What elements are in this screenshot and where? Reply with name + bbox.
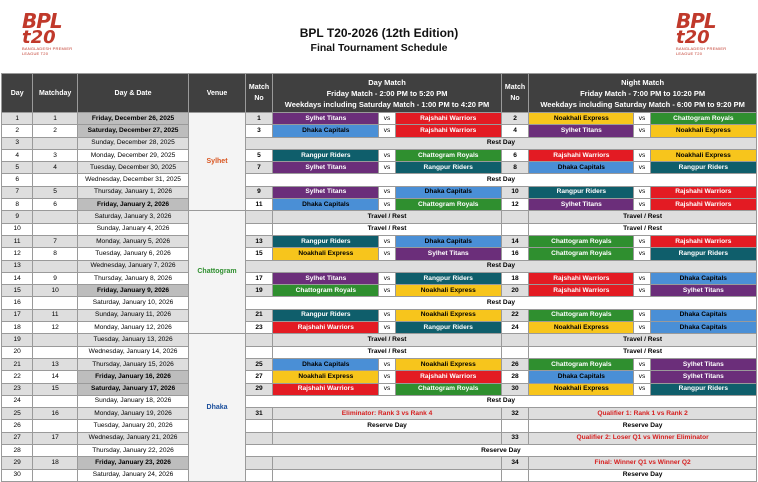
schedule-body xyxy=(2,113,757,482)
table-row xyxy=(2,395,757,407)
matchday-cell xyxy=(33,211,78,223)
day-match-no-cell xyxy=(245,211,272,223)
col-date: Day & Date xyxy=(77,74,188,113)
day-cell: 24 xyxy=(2,395,33,407)
matchday-cell: 9 xyxy=(33,272,78,284)
day-cell: 11 xyxy=(2,235,33,247)
team-cell: Chattogram Royals xyxy=(650,113,756,125)
vs-label: vs xyxy=(634,248,650,260)
day-cell: 17 xyxy=(2,309,33,321)
night-reserve-cell: Reserve Day xyxy=(529,420,757,432)
team-cell: Chattogram Royals xyxy=(395,149,501,161)
date-cell: Sunday, January 4, 2026 xyxy=(77,223,188,235)
day-match-no-cell: 11 xyxy=(245,199,272,211)
night-match-no-cell: 8 xyxy=(501,162,528,174)
day-playoff-cell xyxy=(273,432,502,444)
day-cell: 16 xyxy=(2,297,33,309)
table-row xyxy=(2,309,757,321)
team-cell: Rajshahi Warriors xyxy=(529,149,634,161)
vs-label: vs xyxy=(379,371,395,383)
night-match-no-cell: 34 xyxy=(501,457,528,469)
day-match-no-cell xyxy=(245,346,272,358)
table-row xyxy=(2,371,757,383)
day-match-no-cell: 13 xyxy=(245,235,272,247)
date-cell: Saturday, January 3, 2026 xyxy=(77,211,188,223)
team-cell: Rajshahi Warriors xyxy=(273,383,379,395)
table-row xyxy=(2,285,757,297)
team-cell: Dhaka Capitals xyxy=(273,125,379,137)
date-cell: Sunday, January 18, 2026 xyxy=(77,395,188,407)
rest-day-cell: Rest Day xyxy=(245,395,756,407)
night-match-no-cell xyxy=(501,334,528,346)
day-playoff-cell: Eliminator: Rank 3 vs Rank 4 xyxy=(273,408,502,420)
team-cell: Rangpur Riders xyxy=(273,309,379,321)
team-cell: Sylhet Titans xyxy=(650,371,756,383)
team-cell: Sylhet Titans xyxy=(529,125,634,137)
night-playoff-cell: Qualifier 2: Loser Q1 vs Winner Eliminator xyxy=(529,432,757,444)
matchday-cell: 18 xyxy=(33,457,78,469)
table-row xyxy=(2,149,757,161)
date-cell: Wednesday, December 31, 2025 xyxy=(77,174,188,186)
day-match-no-cell: 31 xyxy=(245,408,272,420)
day-match-no-cell: 5 xyxy=(245,149,272,161)
team-cell: Rangpur Riders xyxy=(650,162,756,174)
page-subtitle: Final Tournament Schedule xyxy=(310,42,448,54)
day-cell: 30 xyxy=(2,469,33,481)
rest-day-cell: Reserve Day xyxy=(245,445,756,457)
date-cell: Thursday, January 1, 2026 xyxy=(77,186,188,198)
night-match-no-cell: 10 xyxy=(501,186,528,198)
matchday-cell xyxy=(33,334,78,346)
vs-label: vs xyxy=(634,113,650,125)
team-cell: Noakhali Express xyxy=(650,149,756,161)
matchday-cell: 10 xyxy=(33,285,78,297)
vs-label: vs xyxy=(634,383,650,395)
matchday-cell xyxy=(33,346,78,358)
matchday-cell: 1 xyxy=(33,113,78,125)
date-cell: Thursday, January 15, 2026 xyxy=(77,358,188,370)
matchday-cell: 7 xyxy=(33,235,78,247)
date-cell: Saturday, December 27, 2025 xyxy=(77,125,188,137)
matchday-cell xyxy=(33,260,78,272)
date-cell: Saturday, January 17, 2026 xyxy=(77,383,188,395)
team-cell: Sylhet Titans xyxy=(650,285,756,297)
table-row xyxy=(2,432,757,444)
vs-label: vs xyxy=(379,199,395,211)
date-cell: Wednesday, January 14, 2026 xyxy=(77,346,188,358)
day-cell: 14 xyxy=(2,272,33,284)
table-row xyxy=(2,162,757,174)
date-cell: Monday, January 19, 2026 xyxy=(77,408,188,420)
day-match-no-cell: 1 xyxy=(245,113,272,125)
col-venue: Venue xyxy=(189,74,246,113)
team-cell: Rangpur Riders xyxy=(650,248,756,260)
bpl-logo-right: BPL t20 BANGLADESH PREMIER LEAGUE T20 xyxy=(676,9,727,56)
vs-label: vs xyxy=(634,322,650,334)
day-match-no-cell xyxy=(245,420,272,432)
date-cell: Saturday, January 24, 2026 xyxy=(77,469,188,481)
night-match-no-cell xyxy=(501,223,528,235)
matchday-cell xyxy=(33,137,78,149)
day-match-no-cell: 27 xyxy=(245,371,272,383)
team-cell: Rajshahi Warriors xyxy=(395,125,501,137)
matchday-cell xyxy=(33,445,78,457)
vs-label: vs xyxy=(379,309,395,321)
vs-label: vs xyxy=(634,285,650,297)
bpl-logo-left: BPL t20 BANGLADESH PREMIER LEAGUE T20 xyxy=(22,9,73,56)
team-cell: Noakhali Express xyxy=(273,248,379,260)
day-cell: 29 xyxy=(2,457,33,469)
team-cell: Dhaka Capitals xyxy=(650,322,756,334)
matchday-cell: 15 xyxy=(33,383,78,395)
vs-label: vs xyxy=(634,186,650,198)
matchday-cell: 3 xyxy=(33,149,78,161)
date-cell: Tuesday, December 30, 2025 xyxy=(77,162,188,174)
night-match-no-cell xyxy=(501,420,528,432)
table-row xyxy=(2,174,757,186)
team-cell: Chattogram Royals xyxy=(529,248,634,260)
team-cell: Noakhali Express xyxy=(529,383,634,395)
night-match-no-cell: 2 xyxy=(501,113,528,125)
day-cell: 9 xyxy=(2,211,33,223)
date-cell: Tuesday, January 6, 2026 xyxy=(77,248,188,260)
day-cell: 28 xyxy=(2,445,33,457)
team-cell: Rangpur Riders xyxy=(650,383,756,395)
vs-label: vs xyxy=(379,285,395,297)
vs-label: vs xyxy=(379,383,395,395)
team-cell: Dhaka Capitals xyxy=(529,371,634,383)
date-cell: Tuesday, January 13, 2026 xyxy=(77,334,188,346)
table-row xyxy=(2,383,757,395)
day-cell: 26 xyxy=(2,420,33,432)
date-cell: Monday, January 5, 2026 xyxy=(77,235,188,247)
matchday-cell: 4 xyxy=(33,162,78,174)
day-cell: 7 xyxy=(2,186,33,198)
table-row xyxy=(2,358,757,370)
col-matchday: Matchday xyxy=(33,74,78,113)
table-row xyxy=(2,457,757,469)
day-match-no-cell: 23 xyxy=(245,322,272,334)
day-match-no-cell xyxy=(245,223,272,235)
day-cell: 21 xyxy=(2,358,33,370)
col-day-match-no: Match No xyxy=(245,74,272,113)
day-match-no-cell: 3 xyxy=(245,125,272,137)
night-match-no-cell: 4 xyxy=(501,125,528,137)
day-travel-cell: Travel / Rest xyxy=(273,211,502,223)
team-cell: Sylhet Titans xyxy=(529,199,634,211)
team-cell: Rajshahi Warriors xyxy=(529,285,634,297)
team-cell: Rangpur Riders xyxy=(395,272,501,284)
day-reserve-cell: Reserve Day xyxy=(273,420,502,432)
team-cell: Rangpur Riders xyxy=(395,162,501,174)
day-cell: 6 xyxy=(2,174,33,186)
date-cell: Friday, January 23, 2026 xyxy=(77,457,188,469)
table-row xyxy=(2,445,757,457)
table-header-row xyxy=(2,74,757,113)
night-travel-cell: Travel / Rest xyxy=(529,211,757,223)
matchday-cell: 13 xyxy=(33,358,78,370)
team-cell: Noakhali Express xyxy=(395,285,501,297)
table-row xyxy=(2,125,757,137)
team-cell: Chattogram Royals xyxy=(273,285,379,297)
day-cell: 27 xyxy=(2,432,33,444)
team-cell: Noakhali Express xyxy=(529,322,634,334)
team-cell: Rajshahi Warriors xyxy=(650,199,756,211)
matchday-cell: 2 xyxy=(33,125,78,137)
table-row xyxy=(2,334,757,346)
table-row xyxy=(2,297,757,309)
vs-label: vs xyxy=(379,272,395,284)
team-cell: Rangpur Riders xyxy=(273,235,379,247)
date-cell: Wednesday, January 21, 2026 xyxy=(77,432,188,444)
day-cell: 10 xyxy=(2,223,33,235)
night-match-no-cell xyxy=(501,211,528,223)
table-row xyxy=(2,186,757,198)
team-cell: Chattogram Royals xyxy=(529,235,634,247)
vs-label: vs xyxy=(634,309,650,321)
team-cell: Rajshahi Warriors xyxy=(650,186,756,198)
vs-label: vs xyxy=(379,186,395,198)
day-cell: 3 xyxy=(2,137,33,149)
rest-day-cell: Rest Day xyxy=(245,297,756,309)
venue-cell: Dhaka xyxy=(189,334,246,482)
table-row xyxy=(2,346,757,358)
team-cell: Dhaka Capitals xyxy=(529,162,634,174)
day-cell: 18 xyxy=(2,322,33,334)
night-travel-cell: Travel / Rest xyxy=(529,346,757,358)
vs-label: vs xyxy=(379,358,395,370)
night-match-no-cell: 6 xyxy=(501,149,528,161)
night-match-no-cell: 12 xyxy=(501,199,528,211)
team-cell: Rajshahi Warriors xyxy=(529,272,634,284)
vs-label: vs xyxy=(379,125,395,137)
vs-label: vs xyxy=(634,272,650,284)
col-day: Day xyxy=(2,74,33,113)
team-cell: Rangpur Riders xyxy=(529,186,634,198)
day-cell: 4 xyxy=(2,149,33,161)
team-cell: Chattogram Royals xyxy=(395,199,501,211)
day-match-no-cell: 29 xyxy=(245,383,272,395)
table-row xyxy=(2,260,757,272)
night-reserve-cell: Reserve Day xyxy=(529,469,757,481)
matchday-cell xyxy=(33,395,78,407)
vs-label: vs xyxy=(634,125,650,137)
team-cell: Noakhali Express xyxy=(395,309,501,321)
vs-label: vs xyxy=(634,199,650,211)
team-cell: Noakhali Express xyxy=(529,113,634,125)
team-cell: Rangpur Riders xyxy=(395,322,501,334)
date-cell: Friday, January 9, 2026 xyxy=(77,285,188,297)
day-match-no-cell: 25 xyxy=(245,358,272,370)
team-cell: Rangpur Riders xyxy=(273,149,379,161)
night-match-no-cell: 20 xyxy=(501,285,528,297)
vs-label: vs xyxy=(634,358,650,370)
team-cell: Dhaka Capitals xyxy=(650,272,756,284)
rest-day-cell: Rest Day xyxy=(245,260,756,272)
night-match-no-cell: 30 xyxy=(501,383,528,395)
matchday-cell xyxy=(33,174,78,186)
team-cell: Sylhet Titans xyxy=(273,162,379,174)
matchday-cell: 17 xyxy=(33,432,78,444)
table-row xyxy=(2,272,757,284)
team-cell: Noakhali Express xyxy=(273,371,379,383)
day-cell: 20 xyxy=(2,346,33,358)
day-cell: 2 xyxy=(2,125,33,137)
team-cell: Chattogram Royals xyxy=(529,358,634,370)
date-cell: Monday, December 29, 2025 xyxy=(77,149,188,161)
table-row xyxy=(2,408,757,420)
date-cell: Saturday, January 10, 2026 xyxy=(77,297,188,309)
night-match-no-cell: 28 xyxy=(501,371,528,383)
team-cell: Sylhet Titans xyxy=(273,272,379,284)
team-cell: Sylhet Titans xyxy=(273,186,379,198)
page-title: BPL T20-2026 (12th Edition) xyxy=(299,26,459,40)
night-match-no-cell: 32 xyxy=(501,408,528,420)
team-cell: Dhaka Capitals xyxy=(395,235,501,247)
matchday-cell xyxy=(33,420,78,432)
matchday-cell xyxy=(33,223,78,235)
day-cell: 13 xyxy=(2,260,33,272)
day-cell: 19 xyxy=(2,334,33,346)
col-day-match: Day Match Friday Match - 2:00 PM to 5:20 PM Weekdays including Saturday Match - 1:00 PM to 4:20 PM xyxy=(273,74,502,113)
date-cell: Thursday, January 8, 2026 xyxy=(77,272,188,284)
team-cell: Rajshahi Warriors xyxy=(395,371,501,383)
night-travel-cell: Travel / Rest xyxy=(529,223,757,235)
matchday-cell: 8 xyxy=(33,248,78,260)
table-row xyxy=(2,199,757,211)
vs-label: vs xyxy=(379,113,395,125)
team-cell: Sylhet Titans xyxy=(650,358,756,370)
team-cell: Rajshahi Warriors xyxy=(650,235,756,247)
day-match-no-cell xyxy=(245,334,272,346)
team-cell: Noakhali Express xyxy=(395,358,501,370)
night-match-no-cell: 14 xyxy=(501,235,528,247)
day-cell: 5 xyxy=(2,162,33,174)
matchday-cell: 6 xyxy=(33,199,78,211)
night-playoff-cell: Qualifier 1: Rank 1 vs Rank 2 xyxy=(529,408,757,420)
day-cell: 1 xyxy=(2,113,33,125)
day-match-no-cell xyxy=(245,432,272,444)
team-cell: Rajshahi Warriors xyxy=(273,322,379,334)
day-match-no-cell: 9 xyxy=(245,186,272,198)
night-match-no-cell xyxy=(501,346,528,358)
day-travel-cell: Travel / Rest xyxy=(273,223,502,235)
night-match-no-cell: 33 xyxy=(501,432,528,444)
day-match-no-cell: 15 xyxy=(245,248,272,260)
vs-label: vs xyxy=(379,322,395,334)
table-row xyxy=(2,322,757,334)
vs-label: vs xyxy=(634,162,650,174)
date-cell: Wednesday, January 7, 2026 xyxy=(77,260,188,272)
matchday-cell: 14 xyxy=(33,371,78,383)
team-cell: Dhaka Capitals xyxy=(273,199,379,211)
night-match-no-cell: 22 xyxy=(501,309,528,321)
venue-cell: Sylhet xyxy=(189,113,246,211)
day-cell: 8 xyxy=(2,199,33,211)
date-cell: Monday, January 12, 2026 xyxy=(77,322,188,334)
team-cell: Noakhali Express xyxy=(650,125,756,137)
day-match-no-cell xyxy=(245,457,272,469)
col-night-match-no: Match No xyxy=(501,74,528,113)
vs-label: vs xyxy=(379,248,395,260)
matchday-cell xyxy=(33,297,78,309)
page-header xyxy=(0,0,758,72)
rest-day-cell: Rest Day xyxy=(245,137,756,149)
team-cell: Sylhet Titans xyxy=(273,113,379,125)
night-match-no-cell: 16 xyxy=(501,248,528,260)
day-cell: 12 xyxy=(2,248,33,260)
table-row xyxy=(2,223,757,235)
night-travel-cell: Travel / Rest xyxy=(529,334,757,346)
table-row xyxy=(2,248,757,260)
date-cell: Tuesday, January 20, 2026 xyxy=(77,420,188,432)
date-cell: Sunday, December 28, 2025 xyxy=(77,137,188,149)
rest-day-cell: Rest Day xyxy=(245,174,756,186)
team-cell: Dhaka Capitals xyxy=(273,358,379,370)
table-row xyxy=(2,113,757,125)
vs-label: vs xyxy=(634,235,650,247)
day-travel-cell: Travel / Rest xyxy=(273,346,502,358)
day-match-no-cell: 21 xyxy=(245,309,272,321)
day-cell: 22 xyxy=(2,371,33,383)
vs-label: vs xyxy=(379,162,395,174)
team-cell: Rajshahi Warriors xyxy=(395,113,501,125)
schedule-table xyxy=(1,73,757,482)
matchday-cell: 12 xyxy=(33,322,78,334)
table-row xyxy=(2,211,757,223)
date-cell: Friday, January 16, 2026 xyxy=(77,371,188,383)
matchday-cell: 5 xyxy=(33,186,78,198)
matchday-cell: 16 xyxy=(33,408,78,420)
day-playoff-cell xyxy=(273,457,502,469)
date-cell: Friday, January 2, 2026 xyxy=(77,199,188,211)
date-cell: Sunday, January 11, 2026 xyxy=(77,309,188,321)
night-match-no-cell: 26 xyxy=(501,358,528,370)
night-match-no-cell: 24 xyxy=(501,322,528,334)
day-cell: 15 xyxy=(2,285,33,297)
vs-label: vs xyxy=(379,149,395,161)
team-cell: Chattogram Royals xyxy=(529,309,634,321)
night-match-no-cell: 18 xyxy=(501,272,528,284)
vs-label: vs xyxy=(634,149,650,161)
team-cell: Dhaka Capitals xyxy=(395,186,501,198)
team-cell: Sylhet Titans xyxy=(395,248,501,260)
vs-label: vs xyxy=(634,371,650,383)
table-row xyxy=(2,137,757,149)
day-match-no-cell: 19 xyxy=(245,285,272,297)
venue-cell: Chattogram xyxy=(189,211,246,334)
vs-label: vs xyxy=(379,235,395,247)
table-row xyxy=(2,235,757,247)
day-match-no-cell: 7 xyxy=(245,162,272,174)
table-row xyxy=(2,420,757,432)
day-match-no-cell: 17 xyxy=(245,272,272,284)
col-night-match: Night Match Friday Match - 7:00 PM to 10:20 PM Weekdays including Saturday Match - 6:00 PM to 9:20 PM xyxy=(529,74,757,113)
night-playoff-cell: Final: Winner Q1 vs Winner Q2 xyxy=(529,457,757,469)
day-cell: 23 xyxy=(2,383,33,395)
team-cell: Chattogram Royals xyxy=(395,383,501,395)
matchday-cell: 11 xyxy=(33,309,78,321)
date-cell: Thursday, January 22, 2026 xyxy=(77,445,188,457)
team-cell: Dhaka Capitals xyxy=(650,309,756,321)
date-cell: Friday, December 26, 2025 xyxy=(77,113,188,125)
day-travel-cell: Travel / Rest xyxy=(273,334,502,346)
day-cell: 25 xyxy=(2,408,33,420)
